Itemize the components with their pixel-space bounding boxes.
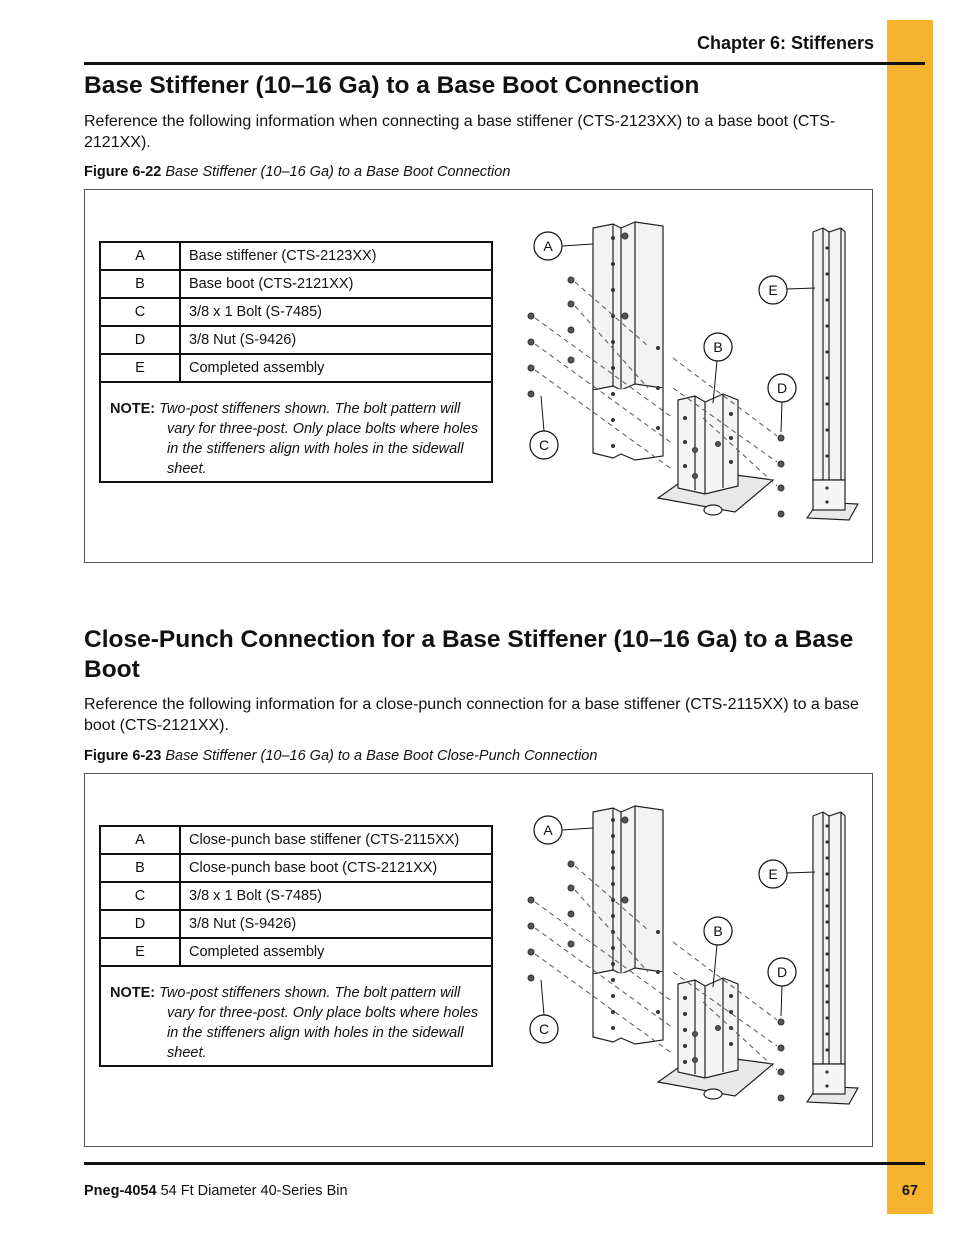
legend-row xyxy=(101,938,491,966)
legend-row xyxy=(101,354,491,382)
figure-label: Figure 6-23 xyxy=(84,748,162,764)
legend-value: Completed assembly xyxy=(180,938,491,966)
legend-key: B xyxy=(101,270,180,298)
legend-key: E xyxy=(101,938,180,966)
chapter-side-tab xyxy=(887,20,933,1214)
legend-value: Close-punch base boot (CTS-2121XX) xyxy=(180,854,491,882)
note-label: NOTE: xyxy=(110,401,156,417)
footer xyxy=(84,1183,348,1199)
legend-key: A xyxy=(101,243,180,270)
callout-a-label: A xyxy=(543,238,553,254)
note-label: NOTE: xyxy=(110,985,156,1001)
callout-b-label: B xyxy=(713,923,723,939)
legend-note xyxy=(101,967,491,1065)
callout-c-label: C xyxy=(538,437,550,453)
figure-6-23-caption xyxy=(84,748,597,764)
callout-e-label: E xyxy=(768,866,778,882)
note-text-first: Two-post stiffeners shown. The bolt pattern will xyxy=(159,985,461,1001)
header-rule xyxy=(84,62,925,65)
callout-a-label: A xyxy=(543,822,553,838)
chapter-title: Chapter 6: Stiffeners xyxy=(696,33,874,53)
legend-row xyxy=(101,298,491,326)
legend-key: D xyxy=(101,326,180,354)
legend-row xyxy=(101,243,491,270)
section-1-title: Base Stiffener (10–16 Ga) to a Base Boot Connection xyxy=(84,72,700,99)
callout-c-label: C xyxy=(538,1021,550,1037)
legend-row xyxy=(101,326,491,354)
note-text-rest: vary for three-post. Only place bolts where holes in the stiffeners align with holes in the sidewall sheet. xyxy=(167,421,479,477)
note-text-first: Two-post stiffeners shown. The bolt pattern will xyxy=(159,401,461,417)
stiffener-assembly-illustration xyxy=(523,218,863,540)
figure-6-22 xyxy=(84,189,873,563)
callout-e-label: E xyxy=(768,282,778,298)
legend-value: 3/8 x 1 Bolt (S-7485) xyxy=(180,882,491,910)
figure-title: Base Stiffener (10–16 Ga) to a Base Boot Connection xyxy=(165,164,511,180)
figure-label: Figure 6-22 xyxy=(84,164,162,180)
legend-key: C xyxy=(101,298,180,326)
figure-6-23 xyxy=(84,773,873,1147)
legend-value: 3/8 x 1 Bolt (S-7485) xyxy=(180,298,491,326)
legend-value: Completed assembly xyxy=(180,354,491,382)
callout-d-label: D xyxy=(776,964,788,980)
page-number: 67 xyxy=(901,1183,919,1199)
legend-key: C xyxy=(101,882,180,910)
document-title: 54 Ft Diameter 40-Series Bin xyxy=(160,1183,348,1199)
legend-row xyxy=(101,270,491,298)
section-2-title: Close-Punch Connection for a Base Stiffener (10–16 Ga) to a Base Boot xyxy=(84,626,854,683)
callout-d-label: D xyxy=(776,380,788,396)
legend-row xyxy=(101,882,491,910)
legend-row xyxy=(101,854,491,882)
legend-value: 3/8 Nut (S-9426) xyxy=(180,910,491,938)
legend-value: Close-punch base stiffener (CTS-2115XX) xyxy=(180,827,491,854)
legend-value: Base stiffener (CTS-2123XX) xyxy=(180,243,491,270)
legend-key: E xyxy=(101,354,180,382)
legend-row xyxy=(101,910,491,938)
figure-6-22-caption xyxy=(84,164,510,180)
figure-title: Base Stiffener (10–16 Ga) to a Base Boot Close-Punch Connection xyxy=(165,748,598,764)
legend-row xyxy=(101,827,491,854)
legend-table xyxy=(101,827,491,967)
legend-value: Base boot (CTS-2121XX) xyxy=(180,270,491,298)
figure-legend xyxy=(99,241,493,483)
legend-table xyxy=(101,243,491,383)
close-punch-assembly-illustration xyxy=(523,802,863,1124)
callout-b-label: B xyxy=(713,339,723,355)
legend-key: D xyxy=(101,910,180,938)
document-id: Pneg-4054 xyxy=(84,1183,157,1199)
legend-note xyxy=(101,383,491,481)
note-text-rest: vary for three-post. Only place bolts where holes in the stiffeners align with holes in the sidewall sheet. xyxy=(167,1005,479,1061)
section-1-intro: Reference the following information when connecting a base stiffener (CTS-2123XX) to a base boot (CTS-2121XX). xyxy=(84,113,836,151)
legend-key: A xyxy=(101,827,180,854)
footer-rule xyxy=(84,1162,925,1165)
figure-legend xyxy=(99,825,493,1067)
legend-key: B xyxy=(101,854,180,882)
legend-value: 3/8 Nut (S-9426) xyxy=(180,326,491,354)
section-2-intro: Reference the following information for a close-punch connection for a base stiffener (CTS-2115XX) to a base boot (CTS-2121XX). xyxy=(84,696,859,734)
